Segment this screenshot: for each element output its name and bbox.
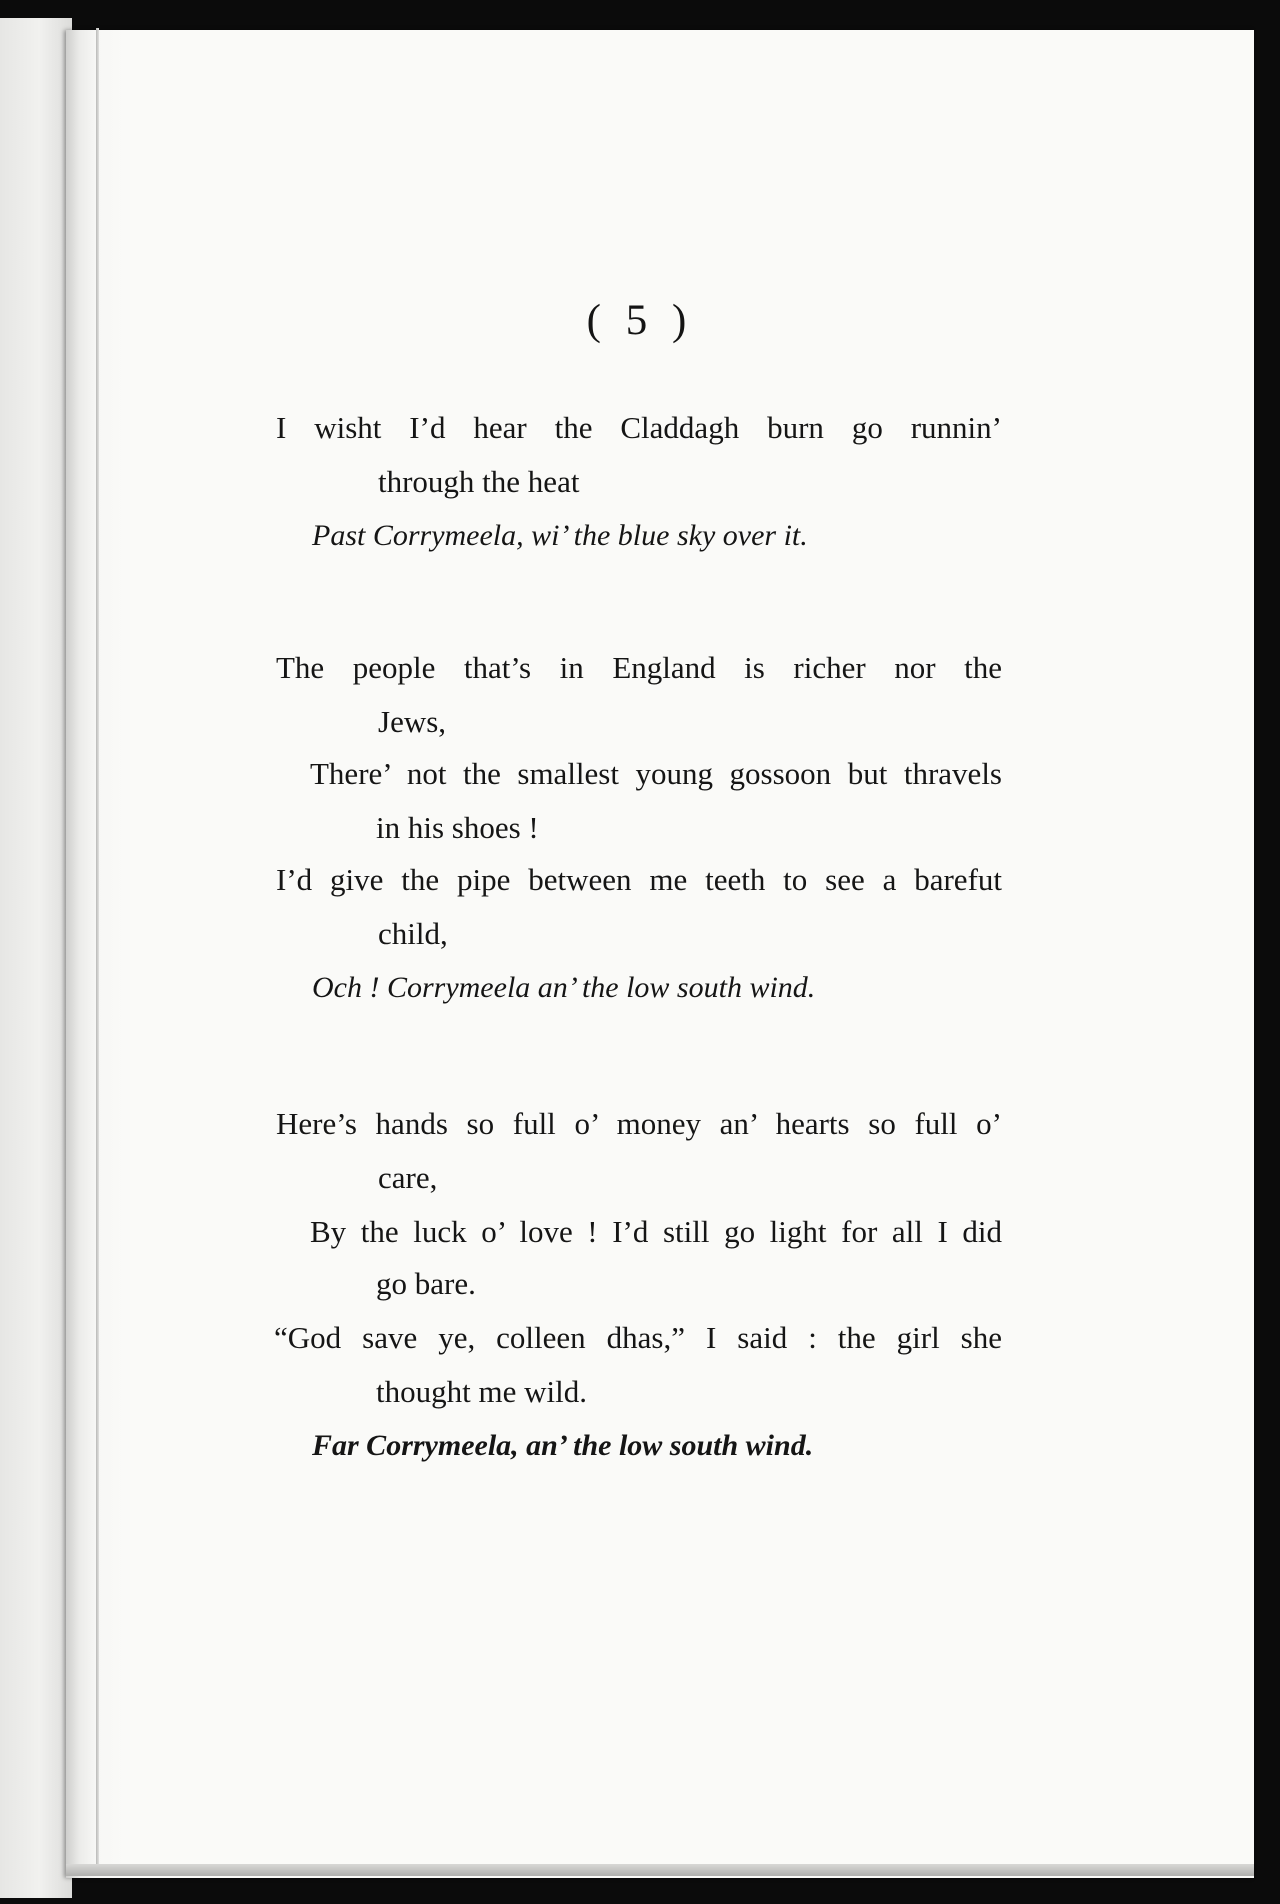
poem-line: Jews, [378,704,447,739]
poem-line: I’d give the pipe between me teeth to see a barefut [276,862,1002,897]
page-bottom-edge [66,1864,1254,1876]
poem-line: Here’s hands so full o’ money an’ hearts so full o’ [276,1106,1002,1141]
poem-refrain: Far Corrymeela, an’ the low south wind. [312,1429,814,1462]
page-number: ( 5 ) [586,297,694,344]
poem-line: go bare. [376,1266,476,1301]
poem-line: care, [378,1160,438,1195]
poem-line: child, [378,916,448,951]
poem-refrain: Och ! Corrymeela an’ the low south wind. [312,971,816,1004]
poem-line: By the luck o’ love ! I’d still go light for all I did [310,1214,1002,1249]
poem-line: in his shoes ! [376,810,539,845]
poem-line: The people that’s in England is richer nor the [276,650,1002,685]
poem-line: “God save ye, colleen dhas,” I said : the girl she [274,1320,1002,1355]
poem-refrain: Past Corrymeela, wi’ the blue sky over it. [312,519,808,552]
poem-line: I wisht I’d hear the Claddagh burn go runnin’ [276,410,1002,445]
poem-line: through the heat [378,464,580,499]
poem-line: thought me wild. [376,1374,587,1409]
poem-line: There’ not the smallest young gossoon but thravels [310,756,1002,791]
